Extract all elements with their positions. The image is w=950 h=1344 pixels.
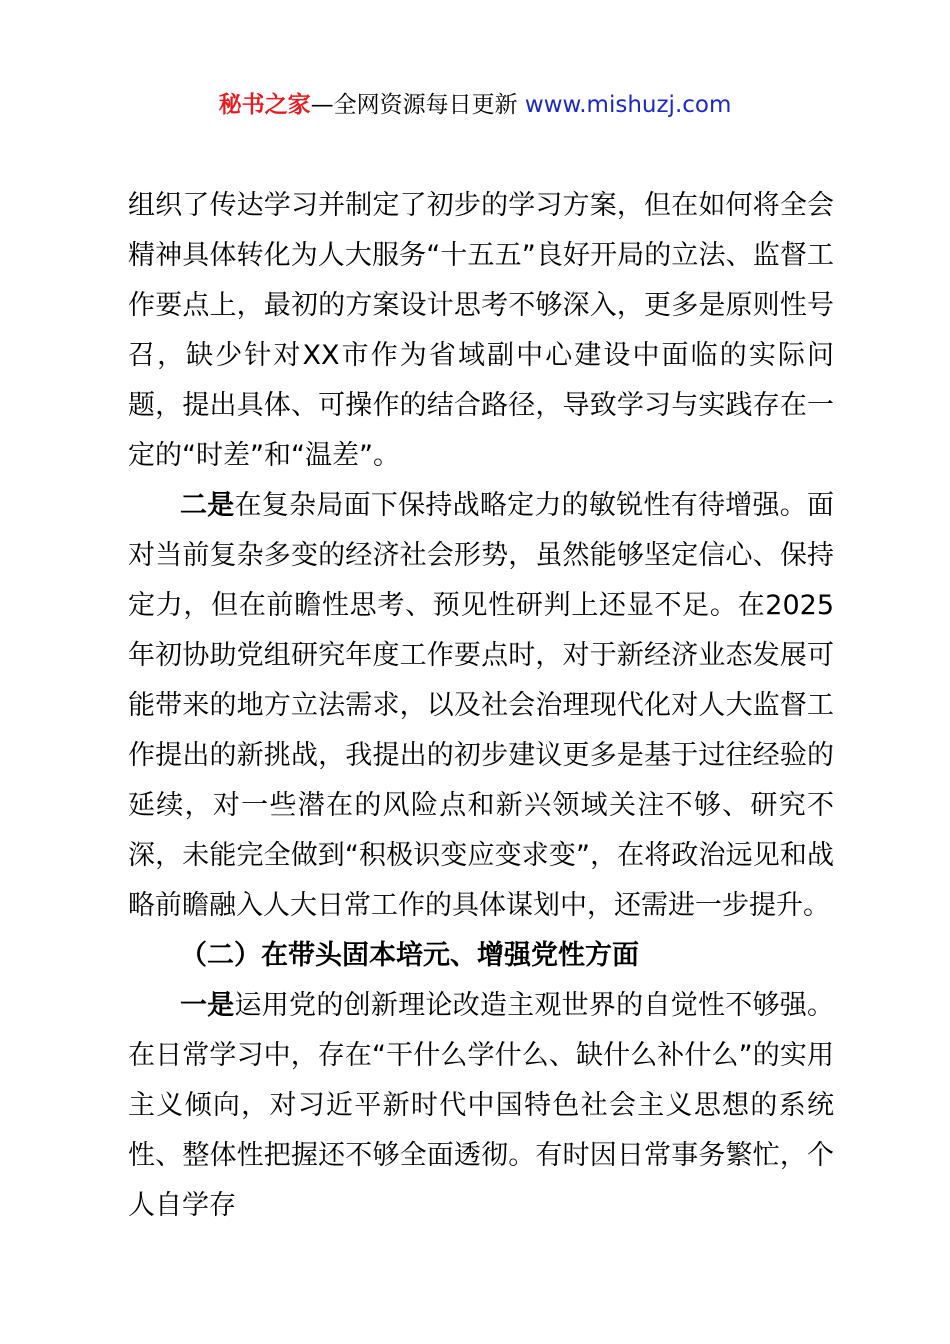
paragraph-point-one bbox=[128, 981, 834, 1231]
page-header bbox=[0, 88, 950, 122]
paragraph-continuation bbox=[128, 181, 834, 481]
section-heading-text: （二）在带头固本培元、增强党性方面 bbox=[180, 940, 639, 971]
header-slogan: —全网资源每日更新 bbox=[310, 92, 518, 118]
paragraph-lead: 一是 bbox=[180, 990, 235, 1021]
section-heading bbox=[128, 931, 834, 981]
header-brand: 秘书之家 bbox=[218, 92, 311, 118]
paragraph-point-two bbox=[128, 481, 834, 931]
document-body bbox=[128, 181, 834, 1231]
paragraph-text: 组织了传达学习并制定了初步的学习方案，但在如何将全会精神具体转化为人大服务“十五五”良好开局的立法、监督工作要点上，最初的方案设计思考不够深入，更多是原则性号召，缺少针对XX市作为省域副中心建设中面临的实际问题，提出具体、可操作的结合路径，导致学习与实践存在一定的“时差”和“温差”。 bbox=[128, 190, 834, 471]
header-url-link[interactable]: www.mishuzj.com bbox=[524, 92, 732, 118]
paragraph-lead: 二是 bbox=[180, 490, 235, 521]
paragraph-text: 在复杂局面下保持战略定力的敏锐性有待增强。面对当前复杂多变的经济社会形势，虽然能够坚定信心、保持定力，但在前瞻性思考、预见性研判上还显不足。在2025年初协助党组研究年度工作要点时，对于新经济业态发展可能带来的地方立法需求，以及社会治理现代化对人大监督工作提出的新挑战，我提出的初步建议更多是基于过往经验的延续，对一些潜在的风险点和新兴领域关注不够、研究不深，未能完全做到“积极识变应变求变”，在将政治远见和战略前瞻融入人大日常工作的具体谋划中，还需进一步提升。 bbox=[128, 490, 835, 921]
paragraph-text: 运用党的创新理论改造主观世界的自觉性不够强。在日常学习中，存在“干什么学什么、缺什么补什么”的实用主义倾向，对习近平新时代中国特色社会主义思想的系统性、整体性把握还不够全面透彻。有时因日常事务繁忙，个人自学存 bbox=[128, 990, 835, 1221]
